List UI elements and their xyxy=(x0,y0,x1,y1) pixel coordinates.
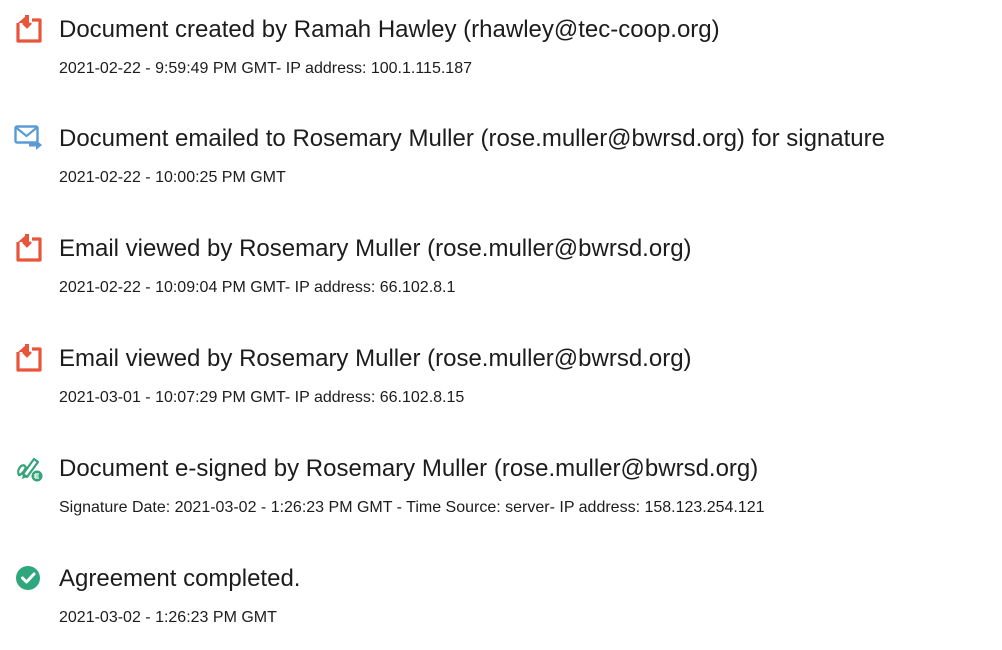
history-event-created xyxy=(0,14,1002,94)
esign-pen-icon xyxy=(14,453,44,483)
event-title: Email viewed by Rosemary Muller (rose.muller@bwrsd.org) xyxy=(59,235,692,262)
email-send-icon xyxy=(14,123,44,153)
document-icon xyxy=(14,14,44,44)
document-icon xyxy=(14,233,44,263)
event-title: Document emailed to Rosemary Muller (rose.muller@bwrsd.org) for signature xyxy=(59,125,885,152)
event-detail: 2021-03-01 - 10:07:29 PM GMT- IP address: 66.102.8.15 xyxy=(59,389,465,406)
history-event-esigned xyxy=(0,453,1002,533)
event-title: Document e-signed by Rosemary Muller (rose.muller@bwrsd.org) xyxy=(59,455,759,482)
history-event-viewed xyxy=(0,233,1002,313)
event-detail: 2021-03-02 - 1:26:23 PM GMT xyxy=(59,609,277,626)
event-detail: 2021-02-22 - 10:00:25 PM GMT xyxy=(59,169,286,186)
event-title: Document created by Ramah Hawley (rhawley@tec-coop.org) xyxy=(59,16,720,43)
event-detail: 2021-02-22 - 9:59:49 PM GMT- IP address: 100.1.115.187 xyxy=(59,60,472,77)
event-detail: Signature Date: 2021-03-02 - 1:26:23 PM GMT - Time Source: server- IP address: 158.123.254.121 xyxy=(59,499,765,516)
history-event-emailed xyxy=(0,123,1002,203)
event-detail: 2021-02-22 - 10:09:04 PM GMT- IP address: 66.102.8.1 xyxy=(59,279,456,296)
document-icon xyxy=(14,343,44,373)
history-event-completed xyxy=(0,563,1002,643)
history-event-viewed xyxy=(0,343,1002,423)
event-title: Email viewed by Rosemary Muller (rose.muller@bwrsd.org) xyxy=(59,345,692,372)
checkmark-circle-icon xyxy=(14,563,44,593)
event-title: Agreement completed. xyxy=(59,565,301,592)
